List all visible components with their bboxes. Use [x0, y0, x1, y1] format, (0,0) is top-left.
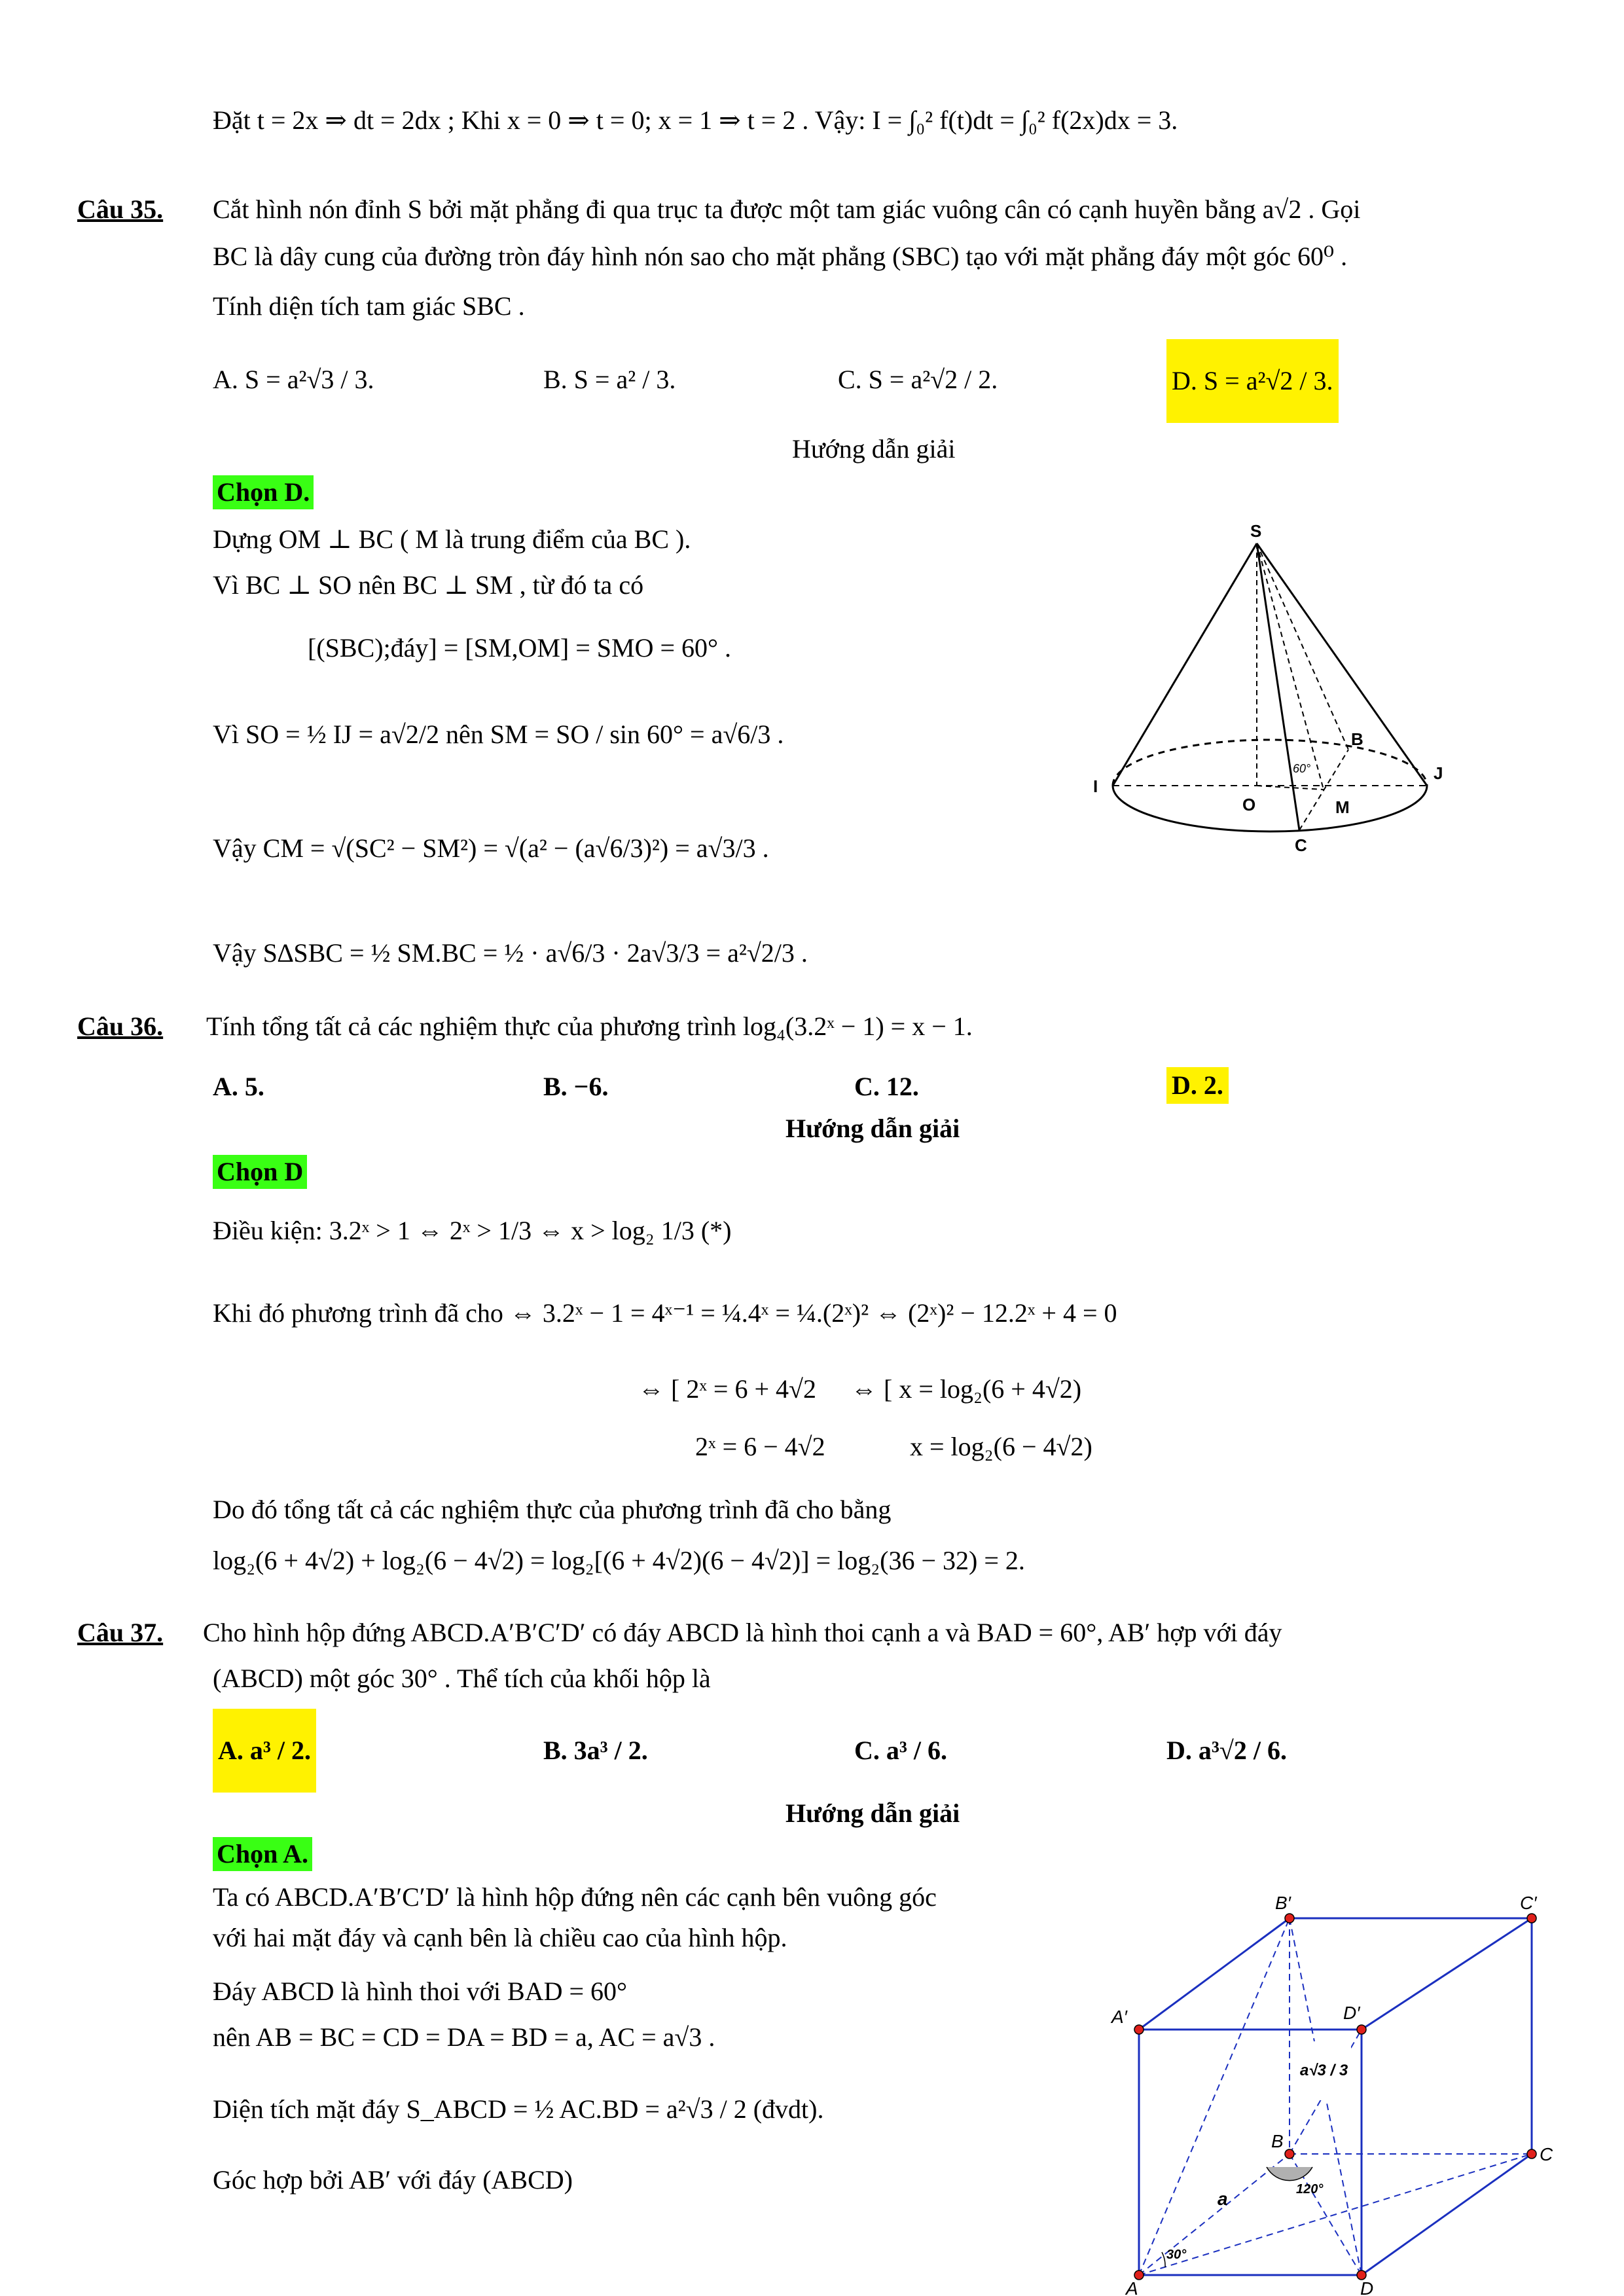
q36-option-b: B. −6.	[543, 1072, 609, 1101]
box-figure	[1100, 1886, 1571, 2296]
q35-text-line3: Tính diện tích tam giác SBC .	[213, 291, 525, 321]
q37-step-4: nên AB = BC = CD = DA = BD = a, AC = a√3 .	[213, 2022, 715, 2052]
question-36-label: Câu 36.	[77, 1011, 164, 1041]
q36-step-3b: 2ˣ = 6 − 4√2	[695, 1432, 825, 1461]
q36-step-1: Điều kiện: 3.2ˣ > 1 ⇔ 2ˣ > 1/3 ⇔ x > log₂ 1/3 (*)	[213, 1216, 732, 1245]
q35-step-4: Vì SO = ½ IJ = a√2/2 nên SM = SO / sin 60° = a√6/3 .	[213, 720, 784, 749]
edge-ap-bp	[1139, 1918, 1290, 2030]
vertex-c	[1527, 2149, 1536, 2159]
vertex-bp	[1285, 1914, 1294, 1923]
box-height-label: a√3 / 3	[1300, 2062, 1348, 2079]
q35-choose-answer: Chọn D.	[213, 475, 314, 509]
q37-text-line2: (ABCD) một góc 30° . Thể tích của khối hộp là	[213, 1664, 711, 1693]
question-37-label: Câu 37.	[77, 1618, 164, 1647]
box-label-a: A	[1126, 2278, 1138, 2296]
q35-option-a: A. S = a²√3 / 3.	[213, 365, 374, 394]
q35-step-5: Vậy CM = √(SC² − SM²) = √(a² − (a√6/3)²) = a√3/3 .	[213, 833, 769, 863]
substitution-line: Đặt t = 2x ⇒ dt = 2dx ; Khi x = 0 ⇒ t = 0; x = 1 ⇒ t = 2 . Vậy: I = ∫₀² f(t)dt = ∫₀² f(2x)dx = 3.	[213, 105, 1178, 135]
cone-label-o: O	[1242, 795, 1256, 814]
box-label-ap: A′	[1111, 2007, 1127, 2027]
q36-step-3c: ⇔ [ x = log₂(6 + 4√2)	[851, 1374, 1082, 1404]
edge-d-c	[1362, 2154, 1532, 2275]
q36-step-5: log₂(6 + 4√2) + log₂(6 − 4√2) = log₂[(6 + 4√2)(6 − 4√2)] = log₂(36 − 32) = 2.	[213, 1546, 1025, 1575]
q35-step-6: Vậy S∆SBC = ½ SM.BC = ½ · a√6/3 · 2a√3/3 = a²√2/3 .	[213, 938, 808, 968]
cone-label-c: C	[1295, 835, 1307, 855]
box-label-bp: B′	[1275, 1893, 1291, 1913]
q35-option-d: D. S = a²√2 / 3.	[1166, 339, 1339, 423]
angle-120-arc	[1267, 2167, 1312, 2181]
box-label-120: 120°	[1296, 2182, 1324, 2196]
q37-guide-heading: Hướng dẫn giải	[785, 1798, 960, 1828]
vertex-cp	[1527, 1914, 1536, 1923]
box-label-d: D	[1360, 2278, 1374, 2296]
q36-choose-answer: Chọn D	[213, 1155, 307, 1189]
box-label-c: C	[1540, 2144, 1553, 2164]
q37-option-b: B. 3a³ / 2.	[543, 1736, 648, 1765]
q35-guide-heading: Hướng dẫn giải	[792, 434, 956, 464]
edge-dp-cp	[1362, 1918, 1532, 2030]
q36-text: Tính tổng tất cả các nghiệm thực của phương trình log₄(3.2ˣ − 1) = x − 1.	[206, 1011, 973, 1041]
cone-label-j: J	[1434, 763, 1443, 783]
q37-option-d: D. a³√2 / 6.	[1166, 1736, 1287, 1765]
q35-step-2: Vì BC ⊥ SO nên BC ⊥ SM , từ đó ta có	[213, 570, 644, 600]
q36-option-d: D. 2.	[1166, 1067, 1229, 1104]
diag-a-bp	[1139, 1918, 1290, 2275]
box-label-dp: D′	[1343, 2003, 1360, 2023]
q35-option-b: B. S = a² / 3.	[543, 365, 676, 394]
q37-step-2: với hai mặt đáy và cạnh bên là chiều cao của hình hộp.	[213, 1923, 787, 1952]
cone-label-s: S	[1250, 521, 1262, 541]
q37-step-3: Đáy ABCD là hình thoi với BAD = 60°	[213, 1977, 628, 2006]
q37-step-6: Góc hợp bởi AB′ với đáy (ABCD)	[213, 2165, 573, 2195]
q36-option-a: A. 5.	[213, 1072, 264, 1101]
q35-text-line1: Cắt hình nón đỉnh S bởi mặt phẳng đi qua trục ta được một tam giác vuông cân có cạnh huyền bằng a√2 . Gọi	[213, 194, 1361, 224]
q36-guide-heading: Hướng dẫn giải	[785, 1114, 960, 1143]
q37-text-line1: Cho hình hộp đứng ABCD.A′B′C′D′ có đáy ABCD là hình thoi cạnh a và BAD = 60°, AB′ hợp với đáy	[203, 1618, 1282, 1647]
q35-step-3: [(SBC);đáy] = [SM,OM] = SMO = 60° .	[308, 633, 732, 663]
q36-option-c: C. 12.	[854, 1072, 919, 1101]
q37-option-c: C. a³ / 6.	[854, 1736, 947, 1765]
cone-edge-left	[1113, 543, 1257, 786]
box-label-30: 30°	[1166, 2248, 1187, 2262]
edge-a-b	[1139, 2154, 1290, 2275]
vertex-dp	[1357, 2025, 1366, 2034]
box-label-b: B	[1271, 2131, 1284, 2151]
cone-edge-right	[1257, 543, 1427, 786]
q37-step-5: Diện tích mặt đáy S_ABCD = ½ AC.BD = a²√3 / 2 (đvdt).	[213, 2094, 824, 2124]
angle-30-arc	[1162, 2252, 1165, 2267]
box-label-cp: C′	[1520, 1893, 1537, 1913]
cone-sb	[1257, 543, 1348, 750]
q36-step-3d: x = log₂(6 − 4√2)	[910, 1432, 1092, 1461]
box-label-edge-a: a	[1218, 2189, 1228, 2209]
cone-base-back	[1113, 740, 1427, 786]
vertex-ap	[1134, 2025, 1144, 2034]
q37-choose-answer: Chọn A.	[213, 1837, 312, 1871]
q36-step-3a: ⇔ [ 2ˣ = 6 + 4√2	[638, 1374, 816, 1404]
question-35-label: Câu 35.	[77, 194, 164, 224]
diag-a-c	[1139, 2154, 1532, 2275]
cone-base-front	[1113, 786, 1427, 831]
q37-step-1: Ta có ABCD.A′B′C′D′ là hình hộp đứng nên các cạnh bên vuông góc	[213, 1882, 937, 1912]
vertex-b	[1285, 2149, 1294, 2159]
q36-step-4: Do đó tổng tất cả các nghiệm thực của phương trình đã cho bằng	[213, 1495, 892, 1524]
q36-step-2: Khi đó phương trình đã cho ⇔ 3.2ˣ − 1 = 4ˣ⁻¹ = ¼.4ˣ = ¼.(2ˣ)² ⇔ (2ˣ)² − 12.2ˣ + 4 = 0	[213, 1298, 1117, 1328]
q35-text-line2: BC là dây cung của đường tròn đáy hình nón sao cho mặt phẳng (SBC) tạo với mặt phẳng đáy một góc 60⁰ .	[213, 242, 1348, 271]
cone-label-m: M	[1335, 797, 1350, 817]
cone-figure	[1074, 517, 1443, 884]
cone-sm	[1257, 543, 1324, 790]
q37-option-a: A. a³ / 2.	[213, 1709, 316, 1793]
q35-option-c: C. S = a²√2 / 2.	[838, 365, 998, 394]
q35-step-1: Dựng OM ⊥ BC ( M là trung điểm của BC ).	[213, 524, 691, 554]
cone-angle-label: 60°	[1293, 762, 1311, 775]
cone-label-i: I	[1093, 776, 1098, 796]
cone-label-b: B	[1351, 729, 1363, 749]
